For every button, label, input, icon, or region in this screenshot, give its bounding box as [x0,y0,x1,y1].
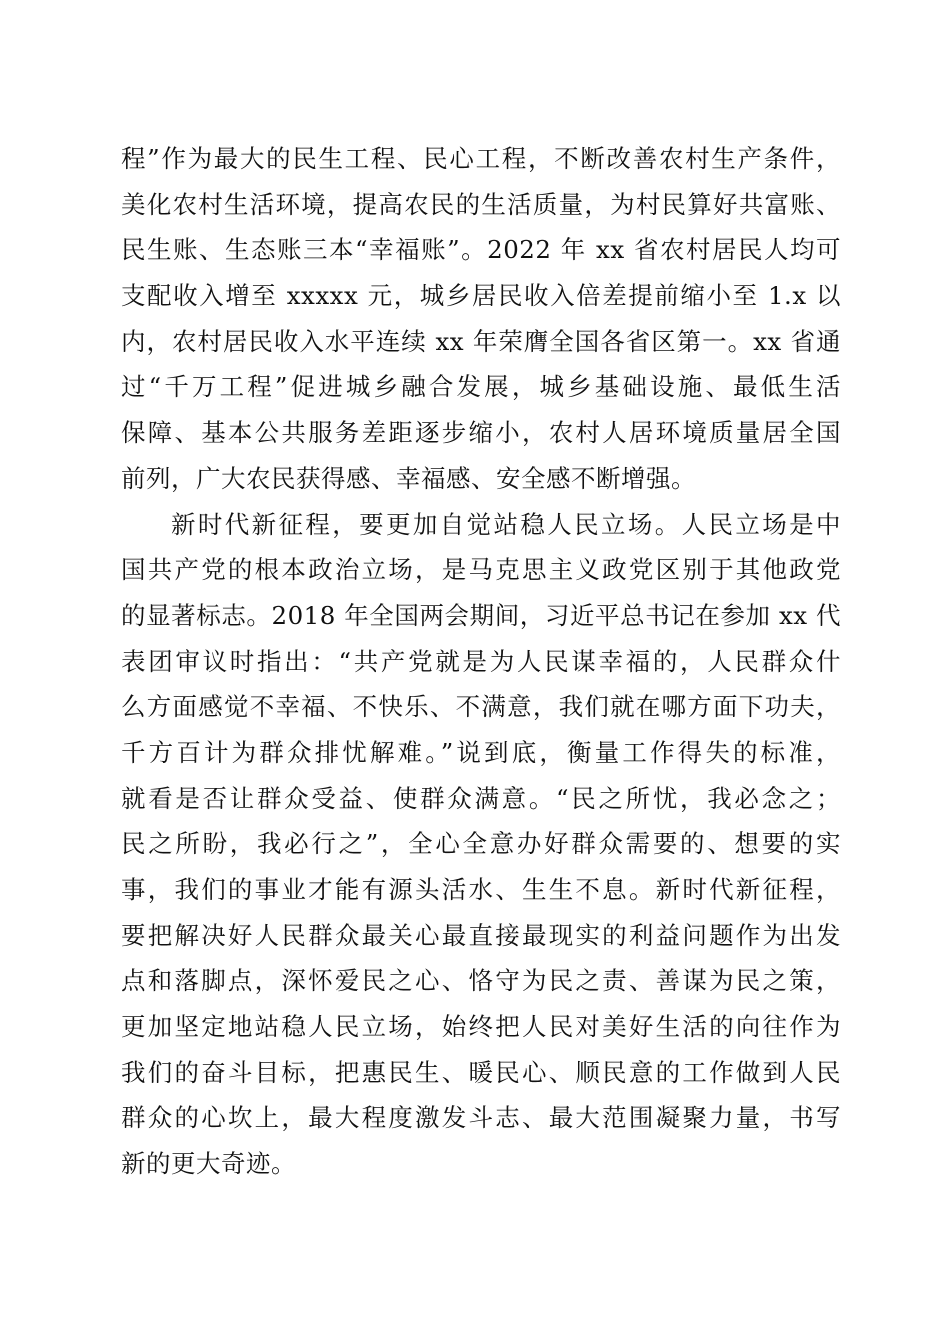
text-line: 群众的心坎上，最大程度激发斗志、最大范围凝聚力量，书写 [121,1103,841,1133]
text-line: 事，我们的事业才能有源头活水、生生不息。新时代新征程， [121,875,841,904]
text-line: 民生账、生态账三本“幸福账”。2022 年 xx 省农村居民人均可 [121,235,841,265]
text-line: 点和落脚点，深怀爱民之心、恪守为民之责、善谋为民之策， [121,966,841,996]
text-line: 民之所盼，我必行之”，全心全意办好群众需要的、想要的实 [121,829,841,859]
text-line: 过“千万工程”促进城乡融合发展，城乡基础设施、最低生活 [121,372,841,402]
text-line: 千方百计为群众排忧解难。”说到底，衡量工作得失的标准， [121,737,841,767]
text-line: 支配收入增至 xxxxx 元，城乡居民收入倍差提前缩小至 1.x 以 [121,281,841,311]
paragraph-2 [121,502,841,1187]
document-body [121,136,841,1187]
text-line: 内，农村居民收入水平连续 xx 年荣膺全国各省区第一。xx 省通 [121,326,841,356]
text-line: 国共产党的根本政治立场，是马克思主义政党区别于其他政党 [121,555,841,585]
text-line: 要把解决好人民群众最关心最直接最现实的利益问题作为出发 [121,920,841,950]
text-line: 新时代新征程，要更加自觉站稳人民立场。人民立场是中 [171,509,841,539]
text-line: 美化农村生活环境，提高农民的生活质量，为村民算好共富账、 [121,189,841,219]
text-line: 保障、基本公共服务差距逐步缩小，农村人居环境质量居全国 [121,418,841,448]
text-line: 么方面感觉不幸福、不快乐、不满意，我们就在哪方面下功夫， [121,692,841,722]
paragraph-1 [121,136,841,502]
text-line: 前列，广大农民获得感、幸福感、安全感不断增强。 [121,463,696,493]
text-line: 程”作为最大的民生工程、民心工程，不断改善农村生产条件， [121,144,841,173]
text-line: 我们的奋斗目标，把惠民生、暖民心、顺民意的工作做到人民 [121,1057,841,1087]
text-line: 的显著标志。2018 年全国两会期间，习近平总书记在参加 xx 代 [121,600,841,630]
text-line: 表团审议时指出：“共产党就是为人民谋幸福的，人民群众什 [121,646,841,676]
text-line: 新的更大奇迹。 [121,1149,296,1179]
text-line: 就看是否让群众受益、使群众满意。“民之所忧，我必念之； [121,783,841,813]
text-line: 更加坚定地站稳人民立场，始终把人民对美好生活的向往作为 [121,1012,841,1042]
